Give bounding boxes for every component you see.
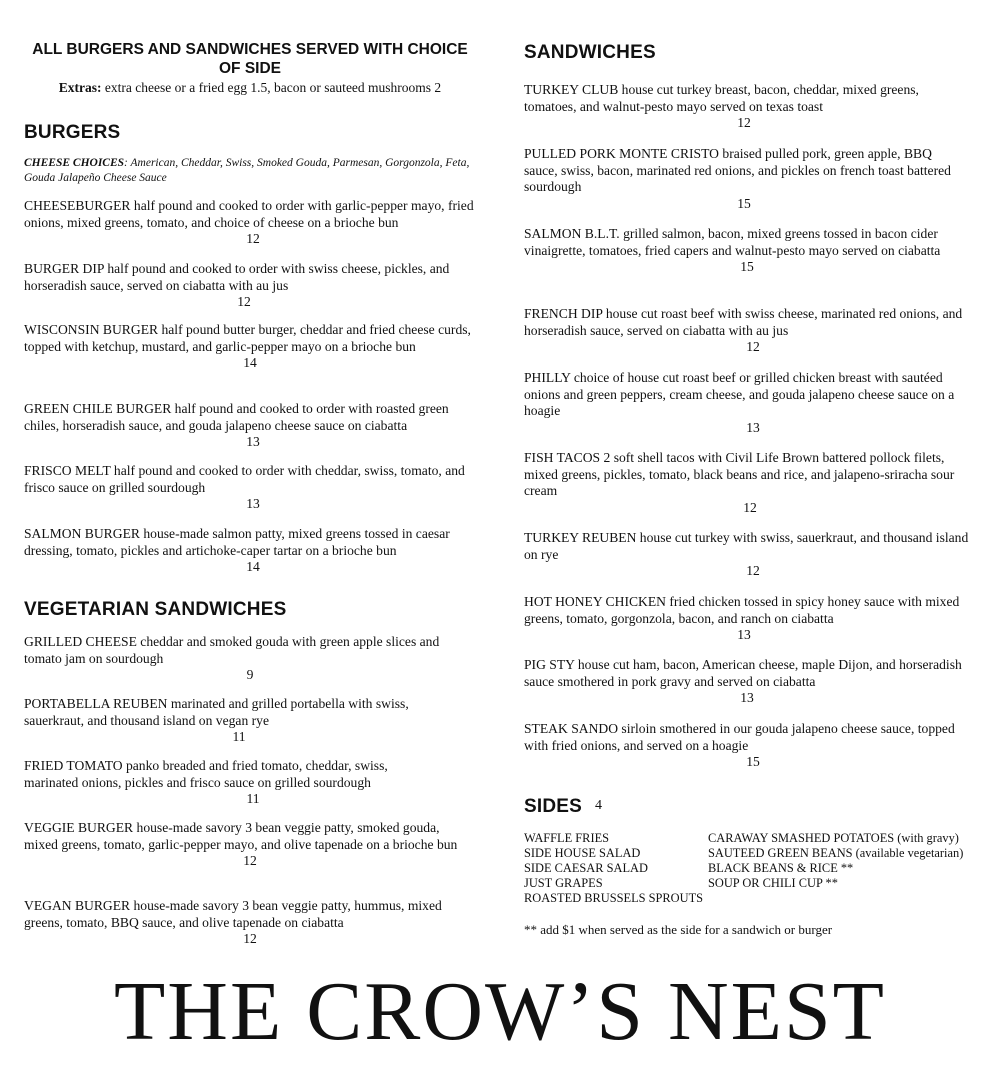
sandwiches-heading: SANDWICHES — [524, 42, 656, 63]
intro-block — [24, 40, 476, 96]
menu-item — [524, 146, 964, 212]
item-price: 14 — [243, 355, 257, 371]
item-price: 15 — [746, 754, 760, 770]
cheese-choices-label: CHEESE CHOICES — [24, 157, 125, 169]
sides-note: ** add $1 when served as the side for a sandwich or burger — [524, 922, 833, 937]
side-item: SIDE CAESAR SALAD — [524, 861, 648, 875]
sides-column-2 — [708, 831, 998, 891]
menu-item — [24, 758, 424, 808]
item-desc: braised pulled pork, green apple, BBQ sauce, swiss, bacon, marinated red onions, and pickles on french toast battered sourdough — [524, 146, 951, 195]
item-name: VEGAN BURGER — [24, 898, 131, 913]
menu-item — [24, 634, 476, 684]
menu-item — [524, 721, 982, 771]
menu-item — [24, 526, 482, 576]
item-price: 15 — [737, 195, 751, 211]
item-price: 13 — [737, 627, 751, 643]
menu-item — [24, 322, 476, 372]
item-name: BURGER DIP — [24, 261, 104, 276]
item-name: FRIED TOMATO — [24, 758, 123, 773]
restaurant-name: THE CROW’S NEST — [114, 965, 886, 1058]
menu-item — [24, 401, 482, 451]
item-price: 13 — [246, 434, 260, 450]
menu-item — [524, 530, 982, 580]
item-desc: house cut turkey with swiss, sauerkraut, and thousand island on rye — [524, 530, 969, 562]
cheese-choices-text: : American, Cheddar, Swiss, Smoked Gouda, Parmesan, Gorgonzola, Feta, Gouda Jalapeño Cheese Sauce — [24, 157, 470, 184]
menu-item — [24, 463, 482, 513]
menu-item — [524, 226, 970, 276]
side-item: SOUP OR CHILI CUP ** — [708, 876, 838, 890]
sides-price: 4 — [595, 798, 602, 813]
extras-line — [24, 80, 476, 96]
item-name: VEGGIE BURGER — [24, 820, 134, 835]
menu-item — [24, 898, 476, 948]
item-name: FRISCO MELT — [24, 463, 111, 478]
side-item: ROASTED BRUSSELS SPROUTS — [524, 891, 704, 905]
item-desc: half pound and cooked to order with swiss cheese, pickles, and horseradish sauce, served on ciabatta with au jus — [24, 261, 450, 293]
item-price: 11 — [246, 791, 260, 807]
item-desc: house cut ham, bacon, American cheese, maple Dijon, and horseradish sauce smothered in pork gravy and served on ciabatta — [524, 657, 962, 689]
item-price: 12 — [237, 294, 251, 310]
item-name: STEAK SANDO — [524, 721, 619, 736]
item-name: TURKEY REUBEN — [524, 530, 637, 545]
extras-text: extra cheese or a fried egg 1.5, bacon or sauteed mushrooms 2 — [101, 80, 442, 95]
item-desc: grilled salmon, bacon, mixed greens tossed in bacon cider vinaigrette, tomatoes, fried capers and walnut-pesto mayo served on ciabatta — [524, 226, 941, 258]
item-price: 12 — [743, 499, 757, 515]
item-name: PULLED PORK MONTE CRISTO — [524, 146, 719, 161]
item-price: 13 — [740, 690, 754, 706]
item-desc: house cut roast beef with swiss cheese, marinated red onions, and horseradish sauce, served on ciabatta with au jus — [524, 306, 963, 338]
item-name: PORTABELLA REUBEN — [24, 696, 168, 711]
sides-heading: SIDES — [524, 796, 583, 817]
item-price: 15 — [740, 259, 754, 275]
item-desc: house-made savory 3 bean veggie patty, smoked gouda, mixed greens, tomato, garlic-pepper mayo, and olive tapenade on a brioche bun — [24, 820, 458, 852]
menu-item — [524, 594, 964, 644]
item-desc: marinated and grilled portabella with swiss, sauerkraut, and thousand island on vegan rye — [24, 696, 409, 728]
side-item: JUST GRAPES — [524, 876, 603, 890]
item-desc: panko breaded and fried tomato, cheddar, swiss, marinated onions, pickles and frisco sauce on grilled sourdough — [24, 758, 388, 790]
item-desc: cheddar and smoked gouda with green apple slices and tomato jam on sourdough — [24, 634, 440, 666]
item-price: 13 — [246, 496, 260, 512]
item-name: PIG STY — [524, 657, 575, 672]
menu-item — [524, 370, 982, 436]
extras-label: Extras: — [58, 80, 102, 95]
item-name: HOT HONEY CHICKEN — [524, 594, 666, 609]
menu-item — [24, 696, 454, 746]
item-price: 9 — [246, 667, 254, 683]
item-desc: half pound and cooked to order with garlic-pepper mayo, fried onions, mixed greens, tomato, and choice of cheese on a brioche bun — [24, 198, 474, 230]
cheese-choices — [24, 156, 476, 186]
item-price: 12 — [246, 231, 260, 247]
menu-item — [524, 306, 982, 356]
item-price: 12 — [243, 853, 257, 869]
item-desc: house cut turkey breast, bacon, cheddar, mixed greens, tomatoes, and walnut-pesto mayo served on texas toast — [524, 82, 919, 114]
side-item: WAFFLE FRIES — [524, 831, 610, 845]
item-desc: fried chicken tossed in spicy honey sauce with mixed greens, tomato, gorgonzola, bacon, and ranch on ciabatta — [524, 594, 960, 626]
menu-item — [524, 82, 964, 132]
burgers-heading: BURGERS — [24, 122, 121, 143]
item-price: 12 — [737, 115, 751, 131]
item-desc: sirloin smothered in our gouda jalapeno cheese sauce, topped with fried onions, and served on a hoagie — [524, 721, 955, 753]
item-price: 14 — [246, 559, 260, 575]
menu-item — [24, 820, 476, 870]
item-desc: 2 soft shell tacos with Civil Life Brown battered pollock filets, mixed greens, pickles, tomato, black beans and rice, and jalapeno-sriracha sour cream — [524, 450, 955, 499]
side-item: CARAWAY SMASHED POTATOES (with gravy) — [708, 831, 959, 845]
item-name: GREEN CHILE BURGER — [24, 401, 172, 416]
item-price: 12 — [746, 339, 760, 355]
item-name: WISCONSIN BURGER — [24, 322, 159, 337]
side-item: BLACK BEANS & RICE ** — [708, 861, 854, 875]
sides-column-1 — [524, 831, 709, 906]
menu-item — [24, 198, 482, 248]
item-desc: half pound butter burger, cheddar and fried cheese curds, topped with ketchup, mustard, and garlic-pepper mayo on a brioche bun — [24, 322, 471, 354]
item-desc: house-made salmon patty, mixed greens tossed in caesar dressing, tomato, pickles and artichoke-caper tartar on a brioche bun — [24, 526, 450, 558]
item-desc: half pound and cooked to order with cheddar, swiss, tomato, and frisco sauce on grilled sourdough — [24, 463, 465, 495]
item-name: FISH TACOS — [524, 450, 601, 465]
item-price: 12 — [746, 563, 760, 579]
item-name: FRENCH DIP — [524, 306, 603, 321]
item-name: PHILLY — [524, 370, 571, 385]
item-name: TURKEY CLUB — [524, 82, 619, 97]
intro-title: ALL BURGERS AND SANDWICHES SERVED WITH CHOICE OF SIDE — [32, 41, 468, 77]
menu-item — [24, 261, 464, 311]
menu-item — [524, 450, 976, 516]
item-name: GRILLED CHEESE — [24, 634, 137, 649]
item-desc: half pound and cooked to order with roasted green chiles, horseradish sauce, and gouda jalapeno cheese sauce on ciabatta — [24, 401, 449, 433]
item-name: CHEESEBURGER — [24, 198, 131, 213]
side-item: SAUTEED GREEN BEANS (available vegetarian) — [708, 846, 964, 860]
item-name: SALMON BURGER — [24, 526, 140, 541]
vegetarian-heading: VEGETARIAN SANDWICHES — [24, 599, 287, 620]
side-item: SIDE HOUSE SALAD — [524, 846, 641, 860]
menu-item — [524, 657, 970, 707]
item-price: 11 — [232, 729, 246, 745]
item-price: 12 — [243, 931, 257, 947]
item-name: SALMON B.L.T. — [524, 226, 620, 241]
item-price: 13 — [746, 419, 760, 435]
item-desc: choice of house cut roast beef or grilled chicken breast with sautéed onions and green peppers, cream cheese, and gouda jalapeno cheese sauce on a hoagie — [524, 370, 955, 419]
item-desc: house-made savory 3 bean veggie patty, hummus, mixed greens, tomato, BBQ sauce, and olive tapenade on ciabatta — [24, 898, 442, 930]
